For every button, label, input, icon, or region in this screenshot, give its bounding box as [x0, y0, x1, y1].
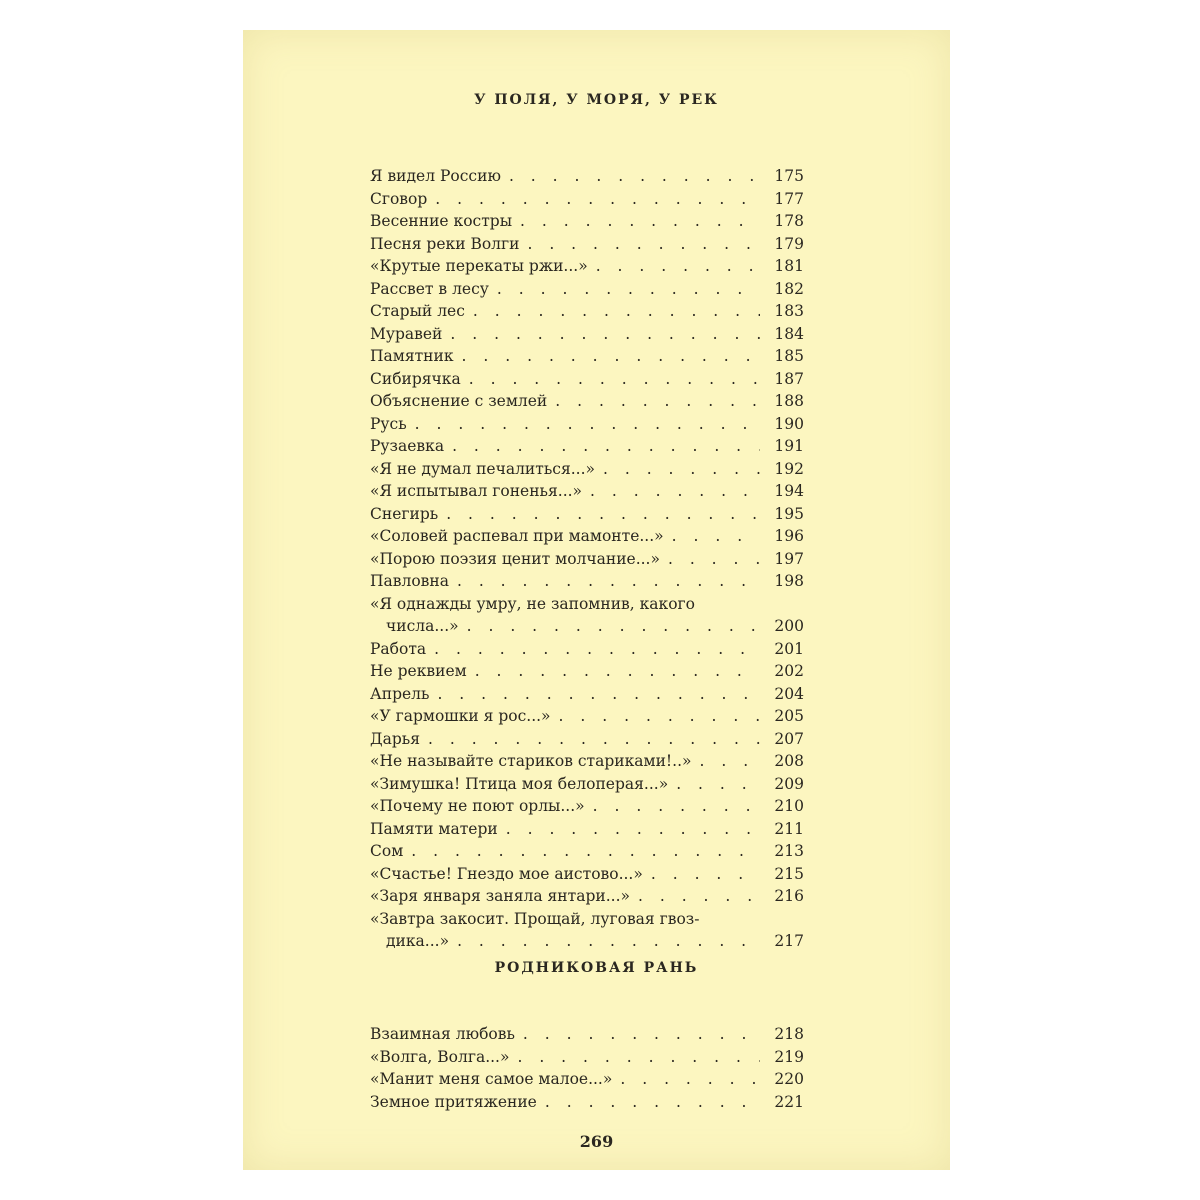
toc-entry	[370, 1023, 804, 1046]
entry-title: Взаимная любовь	[370, 1025, 515, 1043]
dot-leader	[559, 705, 760, 728]
entry-title: Сибирячка	[370, 369, 461, 388]
toc-entry	[370, 503, 804, 526]
entry-title: «Я испытывал гоненья...»	[370, 482, 583, 500]
entry-page-number: 198	[774, 572, 804, 590]
entry-title: «У гармошки я рос...»	[370, 707, 551, 725]
dot-leader	[676, 773, 760, 796]
entry-page-number: 210	[774, 797, 804, 815]
toc-entry	[370, 818, 804, 841]
toc-entry	[370, 863, 804, 886]
dot-leader	[446, 503, 760, 526]
toc-entry	[370, 593, 804, 638]
entry-title: «Счастье! Гнездо мое аистово...»	[370, 864, 643, 883]
toc-entry	[370, 233, 804, 256]
entry-page-number: 192	[774, 459, 804, 478]
entry-page-number: 221	[774, 1092, 804, 1111]
entry-title: Не реквием	[370, 662, 467, 680]
dot-leader	[603, 458, 760, 481]
entry-title: Павловна	[370, 572, 449, 590]
toc-entry	[370, 773, 804, 796]
entry-page-number: 175	[774, 167, 804, 185]
dot-leader	[469, 368, 760, 391]
toc-entry	[370, 1091, 804, 1114]
dot-leader	[473, 300, 760, 323]
dot-leader	[638, 885, 760, 908]
entry-title: Объяснение с землей	[370, 392, 548, 410]
entry-page-number: 219	[774, 1047, 804, 1066]
dot-leader	[411, 840, 760, 863]
page-number: 269	[579, 1132, 614, 1151]
toc-list-2	[370, 1023, 804, 1113]
toc-entry	[370, 525, 804, 548]
entry-title-line2: числа...»	[386, 617, 459, 635]
entry-page-number: 215	[774, 864, 804, 883]
dot-leader	[434, 638, 760, 661]
dot-leader	[509, 165, 760, 188]
entry-page-number: 218	[774, 1025, 804, 1043]
dot-leader	[437, 683, 760, 706]
toc-entry	[370, 728, 804, 751]
entry-page-number: 197	[774, 549, 804, 568]
book-page	[243, 30, 950, 1170]
entry-title: Рузаевка	[370, 437, 445, 455]
dot-leader	[700, 750, 761, 773]
toc-entry	[370, 795, 804, 818]
toc-entry	[370, 390, 804, 413]
entry-title: «Волга, Волга...»	[370, 1047, 510, 1066]
dot-leader	[555, 390, 760, 413]
toc-entry	[370, 188, 804, 211]
entry-page-number: 177	[774, 189, 804, 208]
entry-page-number: 194	[774, 482, 804, 500]
entry-page-number: 178	[774, 212, 804, 230]
entry-title: «Порою поэзия ценит молчание...»	[370, 549, 660, 568]
toc-entry	[370, 840, 804, 863]
toc-entry	[370, 278, 804, 301]
entry-page-number: 184	[774, 324, 804, 343]
toc-entry	[370, 300, 804, 323]
entry-title-line2-row	[370, 930, 804, 953]
dot-leader	[452, 435, 760, 458]
toc-entry	[370, 638, 804, 661]
entry-title: «Соловей распевал при мамонте...»	[370, 527, 664, 545]
toc-entry	[370, 165, 804, 188]
entry-page-number: 201	[774, 639, 804, 658]
entry-title: «Я не думал печалиться...»	[370, 459, 595, 478]
toc-entry	[370, 660, 804, 683]
entry-title: Работа	[370, 639, 427, 658]
entry-page-number: 179	[774, 234, 804, 253]
entry-title: «Манит меня самое малое...»	[370, 1070, 613, 1088]
entry-title-line1: «Я однажды умру, не запомнив, какого	[370, 594, 696, 613]
entry-title: Я видел Россию	[370, 167, 501, 185]
dot-leader	[620, 1068, 760, 1091]
entry-title-line2-row	[370, 615, 804, 638]
toc-entry	[370, 458, 804, 481]
toc-entry	[370, 435, 804, 458]
toc-entry	[370, 1068, 804, 1091]
toc-entry	[370, 480, 804, 503]
toc-entry	[370, 413, 804, 436]
toc-entry	[370, 548, 804, 571]
entry-page-number: 208	[774, 752, 804, 770]
entry-page-number: 183	[774, 302, 804, 320]
dot-leader	[506, 818, 760, 841]
entry-title: «Крутые перекаты ржи...»	[370, 257, 588, 275]
dot-leader	[457, 930, 760, 953]
toc-entry	[370, 683, 804, 706]
entry-page-number: 217	[774, 932, 804, 950]
toc-entry	[370, 323, 804, 346]
dot-leader	[415, 413, 760, 436]
entry-title-line2: дика...»	[386, 932, 450, 950]
dot-leader	[596, 255, 760, 278]
dot-leader	[672, 525, 760, 548]
entry-title: Памятник	[370, 347, 454, 365]
entry-title: Земное притяжение	[370, 1092, 537, 1111]
dot-leader	[517, 1046, 760, 1069]
entry-title: Сговор	[370, 189, 428, 208]
entry-page-number: 220	[774, 1070, 804, 1088]
toc-entry	[370, 210, 804, 233]
dot-leader	[475, 660, 760, 683]
entry-page-number: 209	[774, 774, 804, 793]
entry-title-line1: «Завтра закосит. Прощай, луговая гвоз-	[370, 909, 700, 928]
dot-leader	[651, 863, 760, 886]
entry-page-number: 181	[774, 257, 804, 275]
entry-page-number: 195	[774, 504, 804, 523]
toc-entry	[370, 705, 804, 728]
entry-title: Апрель	[370, 684, 430, 703]
entry-title: Старый лес	[370, 302, 465, 320]
section-heading-2: РОДНИКОВАЯ РАНЬ	[494, 960, 699, 976]
toc-entry	[370, 885, 804, 908]
entry-page-number: 191	[774, 437, 804, 455]
dot-leader	[435, 188, 760, 211]
dot-leader	[462, 345, 760, 368]
entry-title: Песня реки Волги	[370, 234, 520, 253]
toc-entry	[370, 368, 804, 391]
entry-page-number: 185	[774, 347, 804, 365]
entry-title: Дарья	[370, 729, 420, 748]
dot-leader	[457, 570, 760, 593]
entry-title: Русь	[370, 414, 407, 433]
toc-entry	[370, 345, 804, 368]
entry-title: Весенние костры	[370, 212, 513, 230]
entry-page-number: 216	[774, 887, 804, 905]
dot-leader	[668, 548, 760, 571]
entry-title: «Не называйте стариков стариками!..»	[370, 752, 692, 770]
toc-entry	[370, 750, 804, 773]
dot-leader	[590, 480, 760, 503]
dot-leader	[545, 1091, 760, 1114]
toc-entry	[370, 570, 804, 593]
toc-entry	[370, 255, 804, 278]
dot-leader	[428, 728, 760, 751]
dot-leader	[593, 795, 760, 818]
entry-title: Муравей	[370, 324, 443, 343]
entry-title: «Почему не поют орлы...»	[370, 797, 585, 815]
entry-title: «Зимушка! Птица моя белоперая...»	[370, 774, 669, 793]
entry-page-number: 202	[774, 662, 804, 680]
entry-page-number: 211	[774, 819, 804, 838]
entry-page-number: 182	[774, 279, 804, 298]
entry-page-number: 187	[774, 369, 804, 388]
entry-page-number: 207	[774, 729, 804, 748]
entry-title: Рассвет в лесу	[370, 279, 489, 298]
entry-page-number: 213	[774, 842, 804, 860]
section-heading-1: У ПОЛЯ, У МОРЯ, У РЕК	[474, 92, 719, 108]
entry-page-number: 188	[774, 392, 804, 410]
dot-leader	[467, 615, 760, 638]
dot-leader	[527, 233, 760, 256]
toc-list-1	[370, 165, 804, 953]
entry-title: «Заря января заняла янтари...»	[370, 887, 630, 905]
toc-entry	[370, 1046, 804, 1069]
dot-leader	[523, 1023, 760, 1046]
dot-leader	[520, 210, 760, 233]
entry-page-number: 190	[774, 414, 804, 433]
entry-title: Памяти матери	[370, 819, 498, 838]
toc-entry	[370, 908, 804, 953]
entry-title: Сом	[370, 842, 404, 860]
dot-leader	[497, 278, 760, 301]
dot-leader	[450, 323, 760, 346]
entry-page-number: 205	[774, 707, 804, 725]
entry-page-number: 204	[774, 684, 804, 703]
entry-page-number: 200	[774, 617, 804, 635]
entry-page-number: 196	[774, 527, 804, 545]
entry-title: Снегирь	[370, 504, 439, 523]
